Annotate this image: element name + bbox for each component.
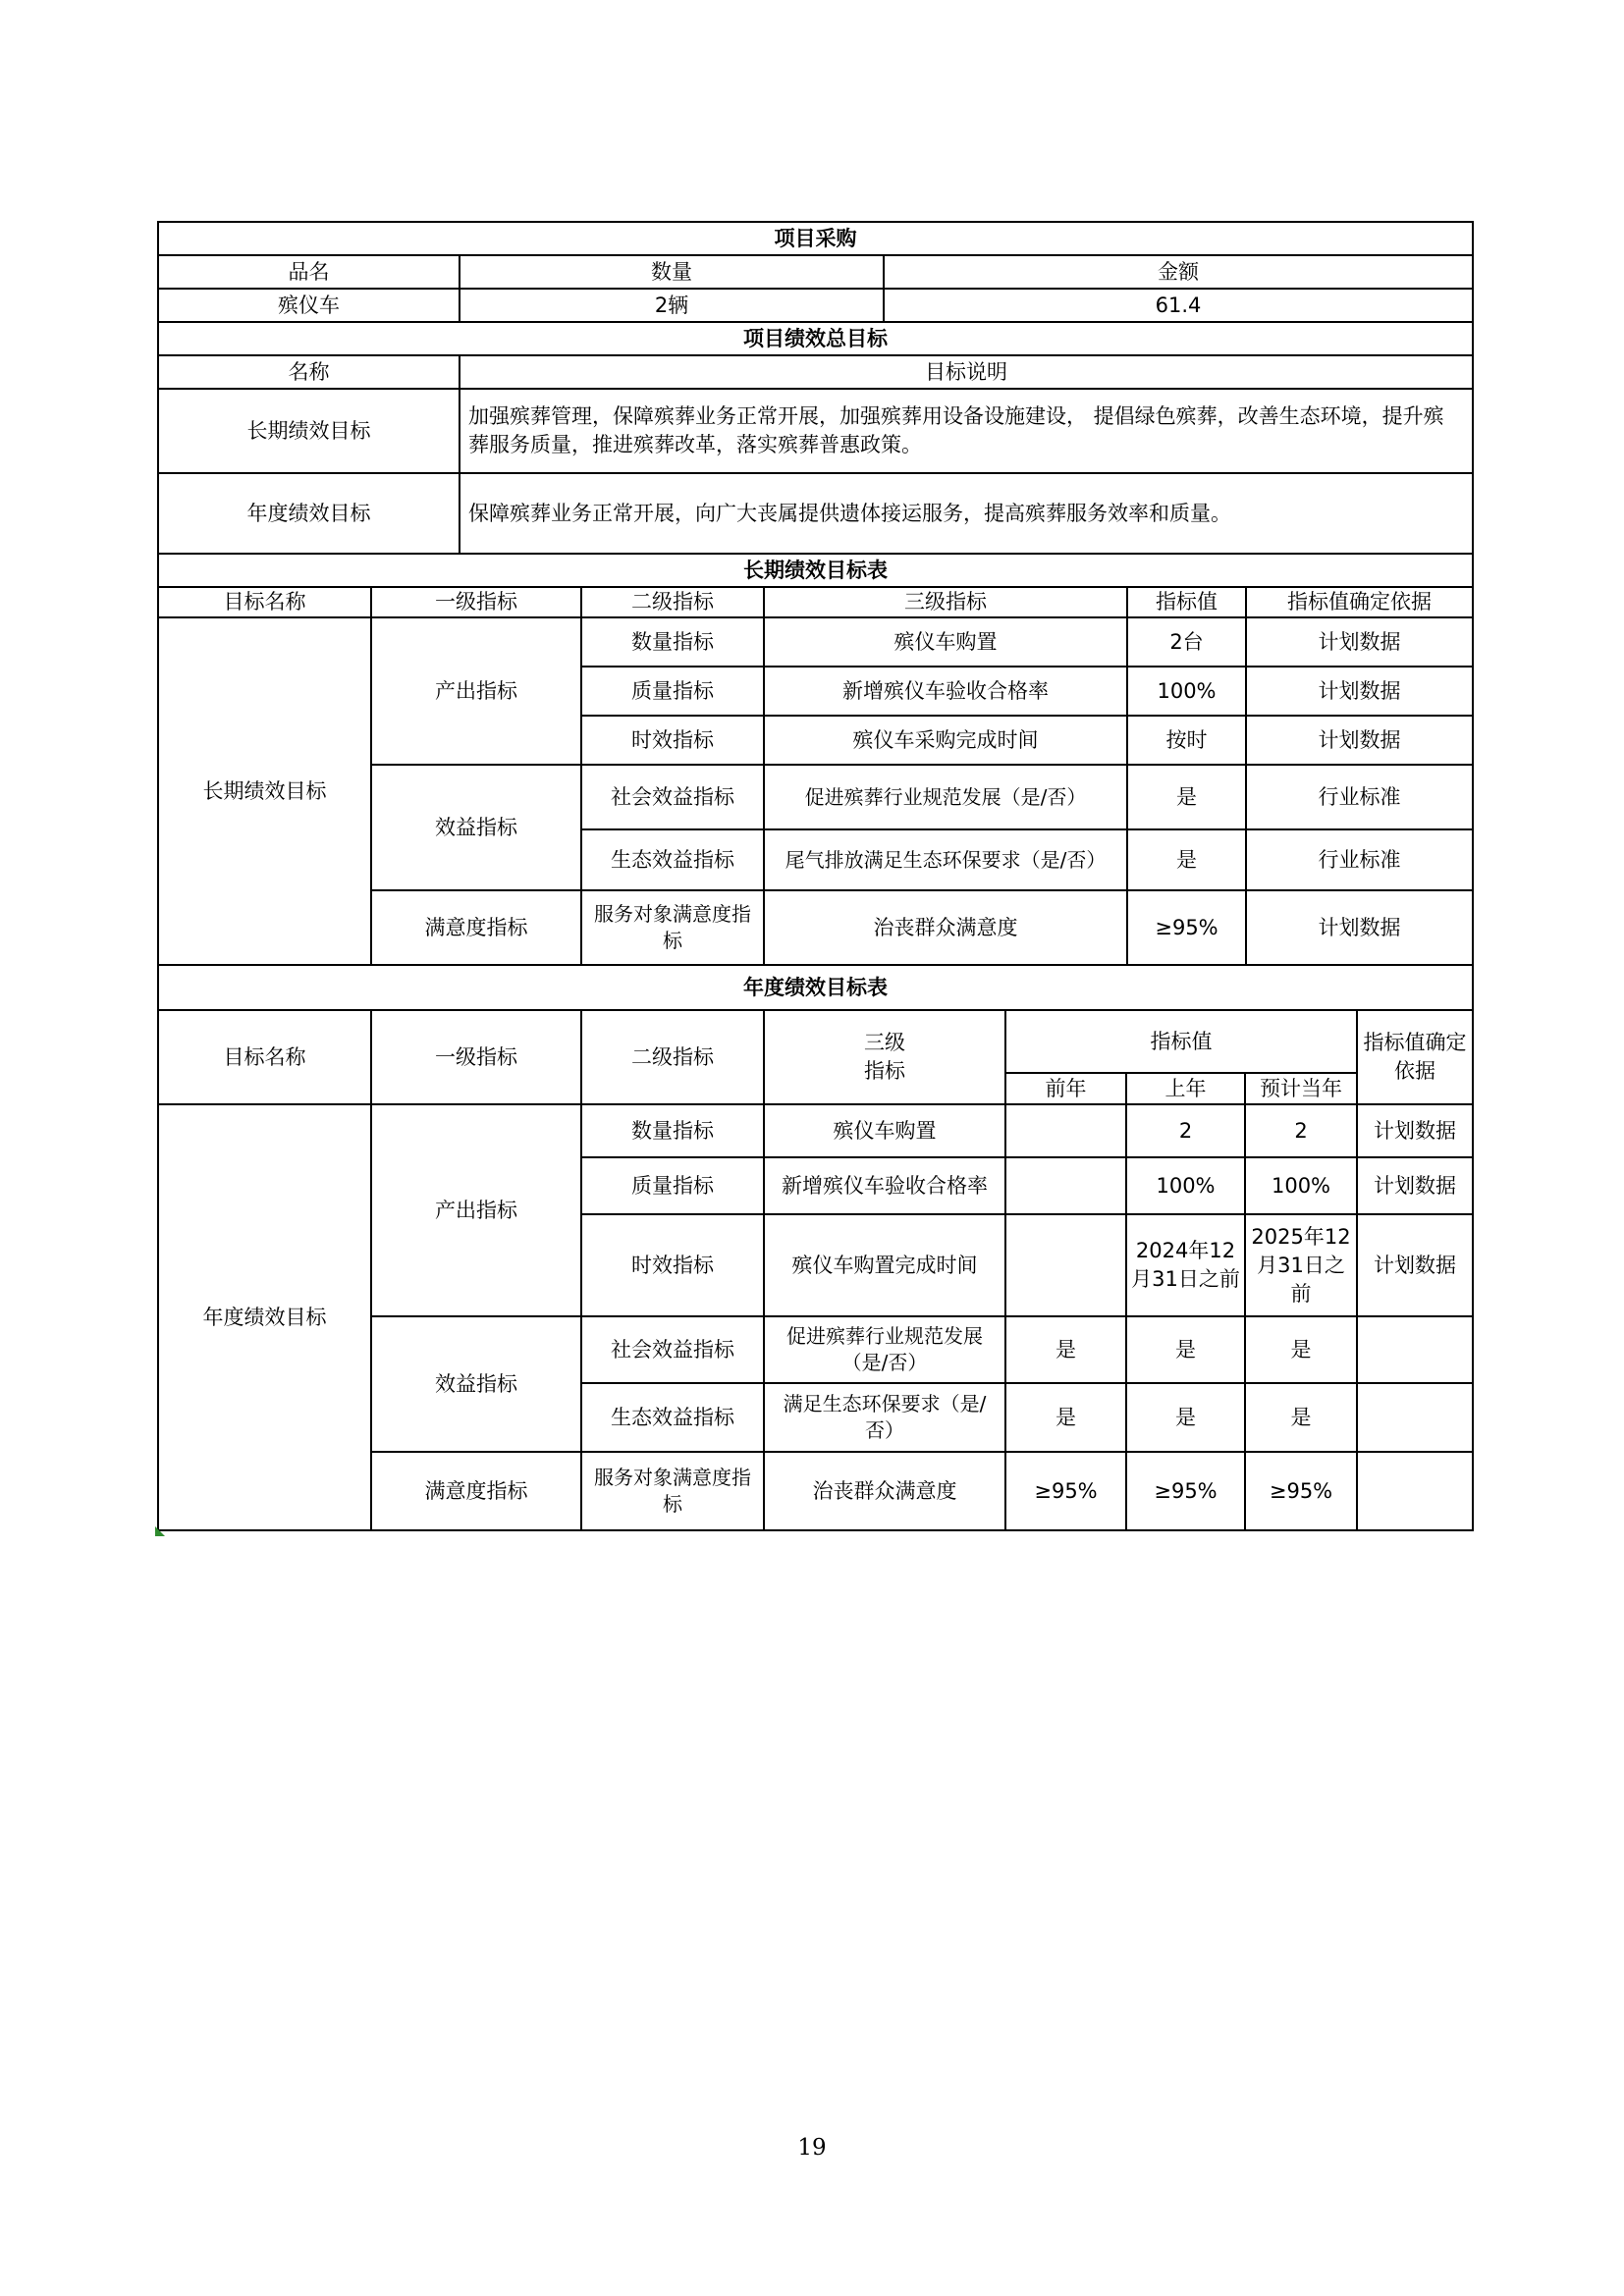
at-row-v1 (1005, 1104, 1126, 1157)
at-row-v2: 是 (1126, 1316, 1245, 1383)
lt-header-goal-name: 目标名称 (158, 587, 371, 617)
at-header-level3: 三级指标 (764, 1010, 1005, 1104)
annual-goal-label: 年度绩效目标 (158, 473, 460, 554)
at-row-v3: ≥95% (1245, 1452, 1357, 1530)
at-level1-benefit: 效益指标 (371, 1316, 581, 1452)
at-row-v1 (1005, 1214, 1126, 1316)
at-row-level2: 时效指标 (581, 1214, 764, 1316)
at-row-level3: 殡仪车购置完成时间 (764, 1214, 1005, 1316)
at-row-level3: 满足生态环保要求（是/否） (764, 1383, 1005, 1452)
lt-row-level2: 服务对象满意度指标 (581, 890, 764, 965)
at-row-v2: 2 (1126, 1104, 1245, 1157)
at-row-v1: ≥95% (1005, 1452, 1126, 1530)
lt-row-level3: 治丧群众满意度 (764, 890, 1127, 965)
lt-row-level3: 促进殡葬行业规范发展（是/否） (764, 765, 1127, 829)
overall-goal-title: 项目绩效总目标 (158, 322, 1473, 355)
header-quantity: 数量 (460, 255, 884, 289)
lt-row-value: 是 (1127, 829, 1246, 890)
header-goal-description: 目标说明 (460, 355, 1473, 389)
lt-row-basis: 计划数据 (1246, 890, 1473, 965)
at-header-basis: 指标值确定依据 (1357, 1010, 1473, 1104)
item-quantity: 2辆 (460, 289, 884, 322)
at-header-level2: 二级指标 (581, 1010, 764, 1104)
lt-row-basis: 计划数据 (1246, 716, 1473, 765)
lt-row-value: 按时 (1127, 716, 1246, 765)
long-term-goal-text: 加强殡葬管理，保障殡葬业务正常开展，加强殡葬用设备设施建设， 提倡绿色殡葬，改善生态环境，提升殡葬服务质量，推进殡葬改革，落实殡葬普惠政策。 (460, 389, 1473, 473)
long-term-goal-label: 长期绩效目标 (158, 389, 460, 473)
at-row-basis (1357, 1383, 1473, 1452)
lt-row-value: 是 (1127, 765, 1246, 829)
at-header-current-year: 预计当年 (1245, 1073, 1357, 1104)
at-row-v2: 2024年12月31日之前 (1126, 1214, 1245, 1316)
at-row-basis: 计划数据 (1357, 1104, 1473, 1157)
lt-row-value: ≥95% (1127, 890, 1246, 965)
at-header-value: 指标值 (1005, 1010, 1357, 1073)
at-row-v1 (1005, 1157, 1126, 1214)
cell-corner-marker (155, 1526, 165, 1536)
lt-row-basis: 行业标准 (1246, 829, 1473, 890)
lt-row-level3: 新增殡仪车验收合格率 (764, 667, 1127, 716)
long-term-goal-table (157, 553, 1474, 966)
header-name: 名称 (158, 355, 460, 389)
at-header-last-year: 上年 (1126, 1073, 1245, 1104)
at-header-goal-name: 目标名称 (158, 1010, 371, 1104)
at-row-level2: 生态效益指标 (581, 1383, 764, 1452)
page-number: 19 (797, 2135, 827, 2161)
lt-row-level2: 质量指标 (581, 667, 764, 716)
annual-table-title: 年度绩效目标表 (158, 965, 1473, 1010)
at-row-level3: 新增殡仪车验收合格率 (764, 1157, 1005, 1214)
header-amount: 金额 (884, 255, 1473, 289)
lt-row-level2: 数量指标 (581, 617, 764, 667)
at-row-v1: 是 (1005, 1316, 1126, 1383)
lt-row-basis: 行业标准 (1246, 765, 1473, 829)
at-row-level2: 社会效益指标 (581, 1316, 764, 1383)
at-level1-output: 产出指标 (371, 1104, 581, 1316)
at-row-level2: 质量指标 (581, 1157, 764, 1214)
lt-header-value: 指标值 (1127, 587, 1246, 617)
performance-sheet (157, 221, 1472, 1531)
lt-level1-satisfaction: 满意度指标 (371, 890, 581, 965)
at-row-v2: 100% (1126, 1157, 1245, 1214)
at-row-v3: 是 (1245, 1316, 1357, 1383)
lt-row-basis: 计划数据 (1246, 667, 1473, 716)
lt-row-level3: 殡仪车采购完成时间 (764, 716, 1127, 765)
annual-goal-table (157, 964, 1474, 1531)
at-row-v3: 是 (1245, 1383, 1357, 1452)
at-row-v2: 是 (1126, 1383, 1245, 1452)
at-row-v3: 2025年12月31日之前 (1245, 1214, 1357, 1316)
at-row-v3: 100% (1245, 1157, 1357, 1214)
lt-row-basis: 计划数据 (1246, 617, 1473, 667)
long-table-title: 长期绩效目标表 (158, 554, 1473, 587)
lt-header-level1: 一级指标 (371, 587, 581, 617)
at-row-basis (1357, 1452, 1473, 1530)
annual-goal-text: 保障殡葬业务正常开展，向广大丧属提供遗体接运服务，提高殡葬服务效率和质量。 (460, 473, 1473, 554)
at-row-basis (1357, 1316, 1473, 1383)
at-header-level1: 一级指标 (371, 1010, 581, 1104)
lt-level1-benefit: 效益指标 (371, 765, 581, 890)
at-row-v2: ≥95% (1126, 1452, 1245, 1530)
lt-row-value: 2台 (1127, 617, 1246, 667)
lt-row-level2: 生态效益指标 (581, 829, 764, 890)
lt-header-level2: 二级指标 (581, 587, 764, 617)
at-row-basis: 计划数据 (1357, 1157, 1473, 1214)
lt-header-level3: 三级指标 (764, 587, 1127, 617)
item-amount: 61.4 (884, 289, 1473, 322)
header-item-name: 品名 (158, 255, 460, 289)
at-goal-name: 年度绩效目标 (158, 1104, 371, 1530)
at-row-v3: 2 (1245, 1104, 1357, 1157)
lt-header-basis: 指标值确定依据 (1246, 587, 1473, 617)
at-row-level3: 殡仪车购置 (764, 1104, 1005, 1157)
item-name: 殡仪车 (158, 289, 460, 322)
procurement-overall-table (157, 221, 1474, 555)
at-row-level2: 服务对象满意度指标 (581, 1452, 764, 1530)
procurement-title: 项目采购 (158, 222, 1473, 255)
lt-row-value: 100% (1127, 667, 1246, 716)
lt-goal-name: 长期绩效目标 (158, 617, 371, 965)
at-row-level3: 促进殡葬行业规范发展（是/否） (764, 1316, 1005, 1383)
at-row-level3: 治丧群众满意度 (764, 1452, 1005, 1530)
lt-row-level3: 尾气排放满足生态环保要求（是/否） (764, 829, 1127, 890)
lt-row-level2: 社会效益指标 (581, 765, 764, 829)
at-row-basis: 计划数据 (1357, 1214, 1473, 1316)
lt-row-level3: 殡仪车购置 (764, 617, 1127, 667)
lt-row-level2: 时效指标 (581, 716, 764, 765)
lt-level1-output: 产出指标 (371, 617, 581, 765)
at-level1-satisfaction: 满意度指标 (371, 1452, 581, 1530)
at-row-level2: 数量指标 (581, 1104, 764, 1157)
at-header-year-before-last: 前年 (1005, 1073, 1126, 1104)
at-row-v1: 是 (1005, 1383, 1126, 1452)
